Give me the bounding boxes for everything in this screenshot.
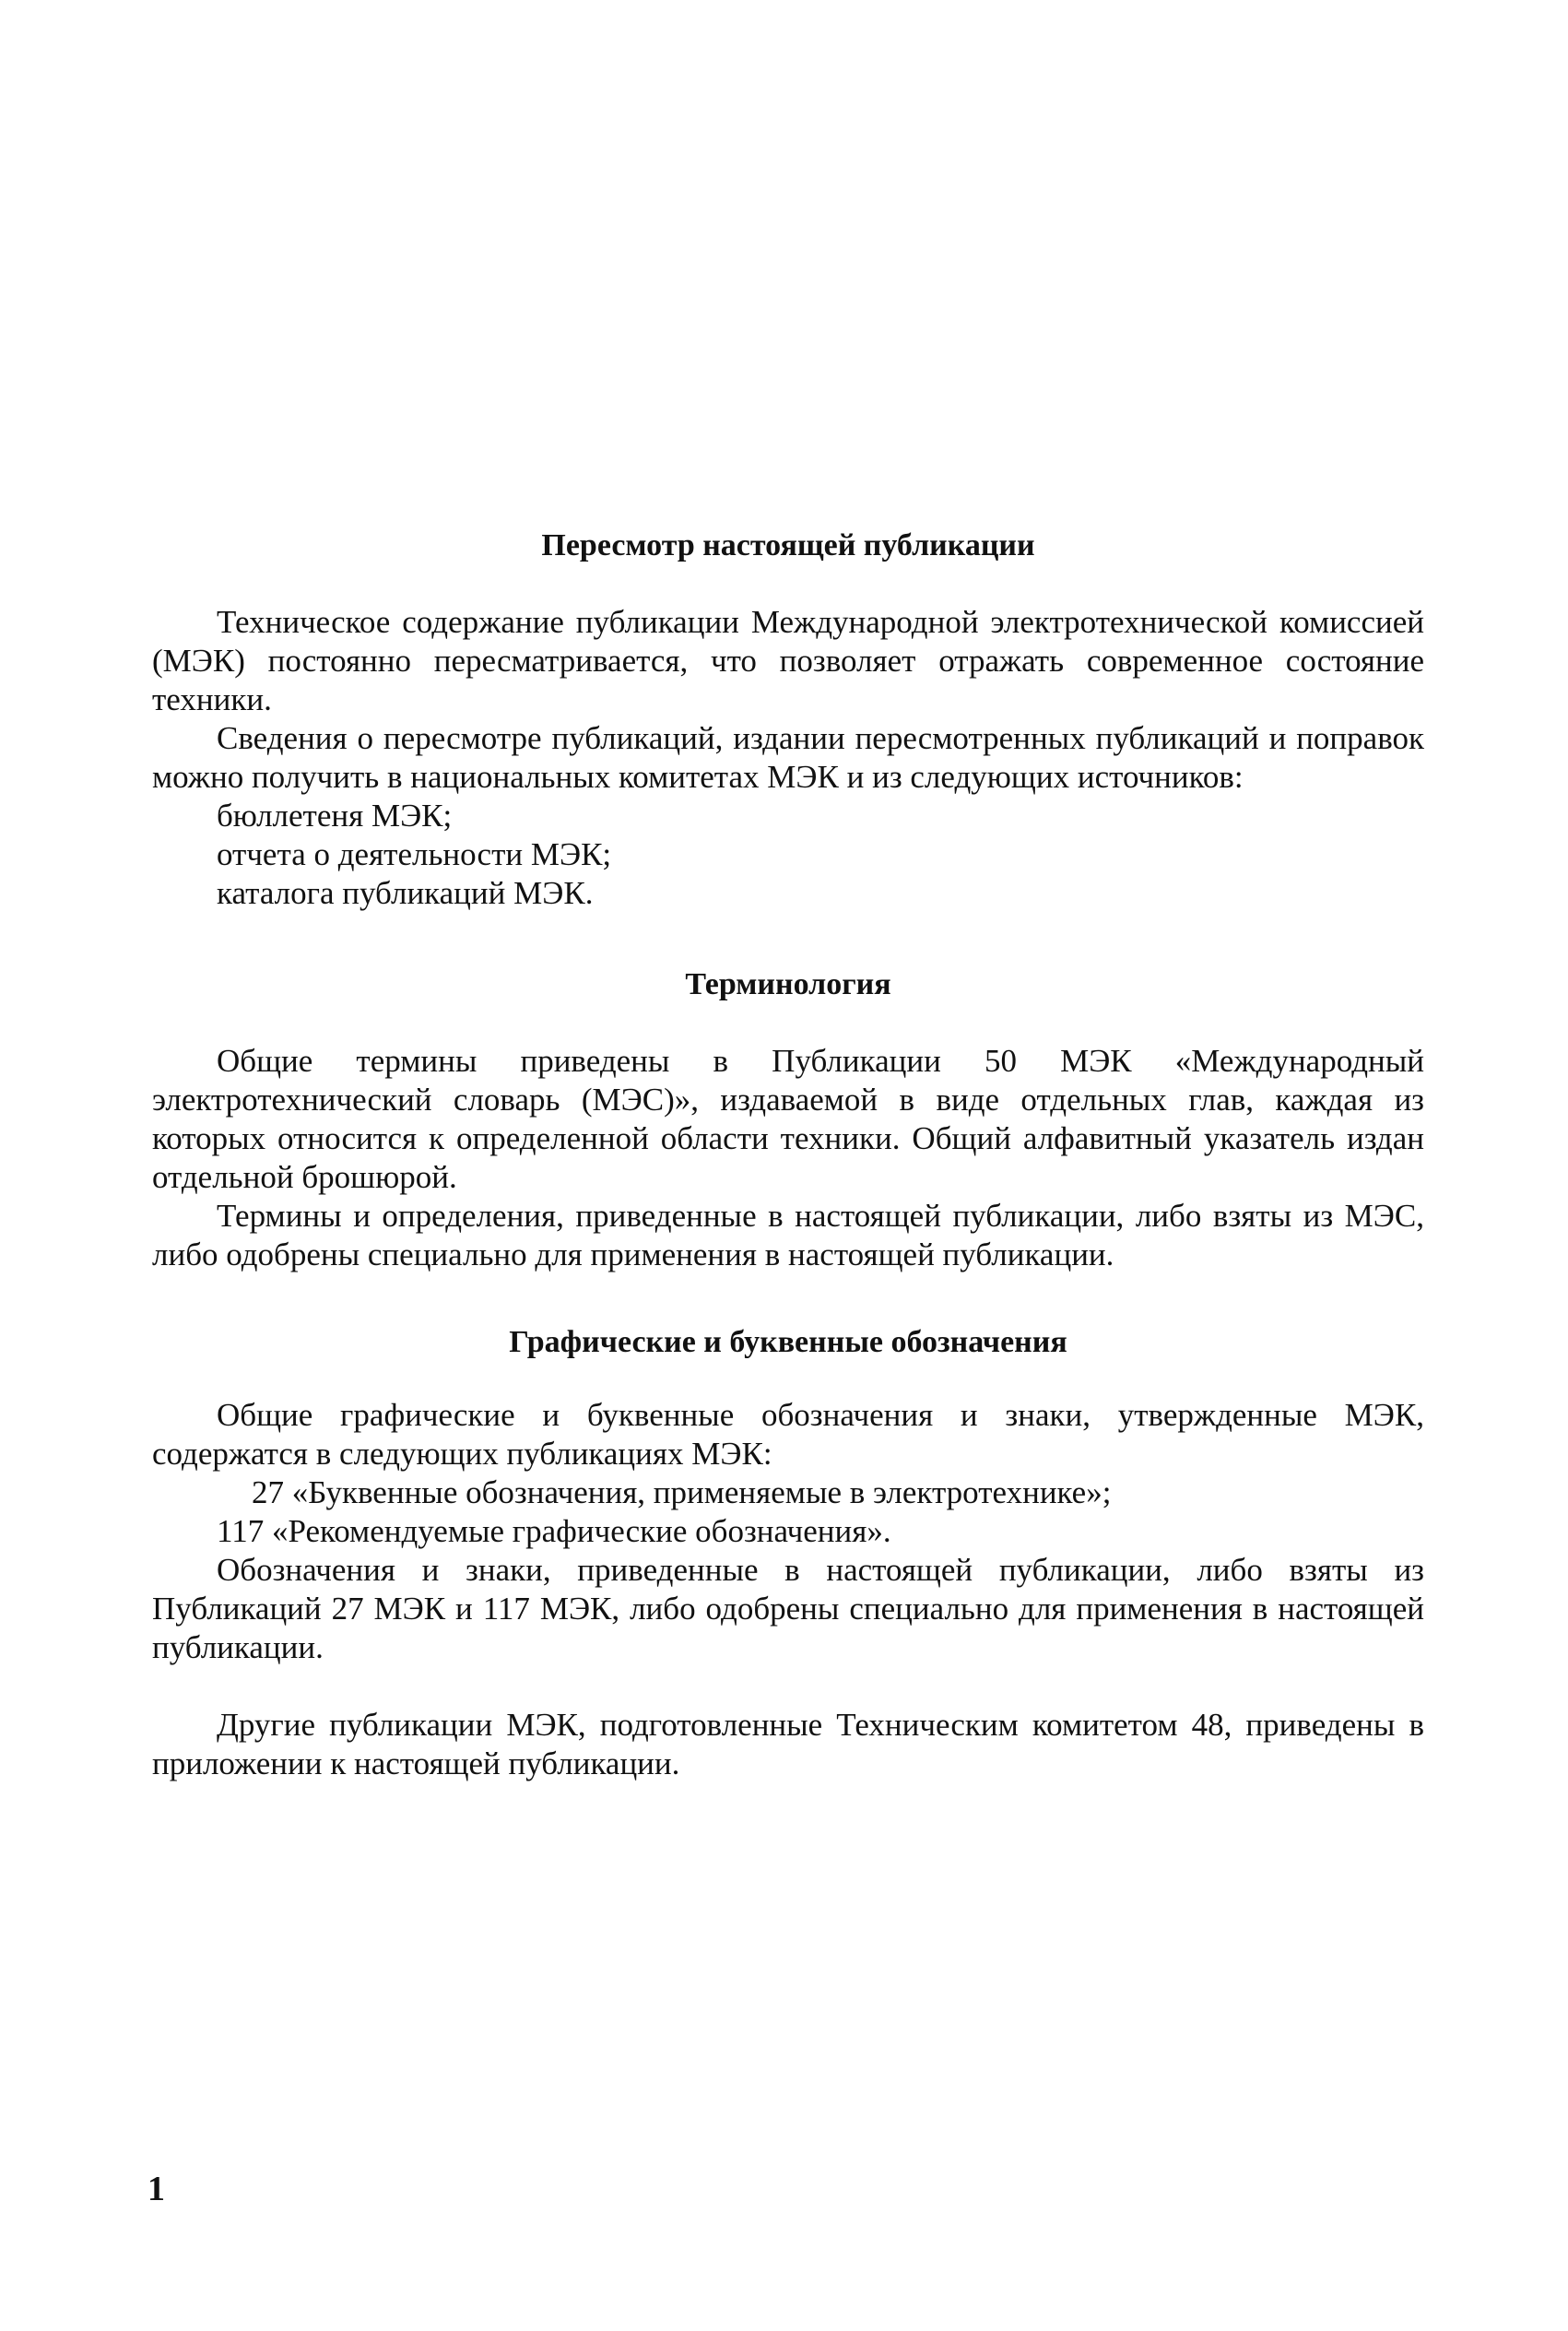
heading-revision: Пересмотр настоящей публикации: [541, 528, 1035, 562]
page-number: 1: [147, 2170, 165, 2208]
other-publications-paragraph: Другие публикации МЭК, подготовленные Техническим комитетом 48, приведены в приложении к настоящей публикации.: [152, 1707, 1424, 1781]
revision-list-item: отчета о деятельности МЭК;: [217, 836, 612, 872]
revision-list-item: бюллетеня МЭК;: [217, 798, 453, 834]
symbols-paragraph-1: Общие графические и буквенные обозначения и знаки, утвержденные МЭК, содержатся в следующих публикациях МЭК:: [152, 1397, 1424, 1472]
heading-symbols: Графические и буквенные обозначения: [509, 1325, 1067, 1359]
heading-terminology: Терминология: [685, 967, 891, 1001]
terminology-paragraph-1: Общие термины приведены в Публикации 50 МЭК «Международный электротехнический словарь (МЭС)», издаваемой в виде отдельных глав, каждая из которых относится к определенной области техники. Общий алфавитный указатель издан отдельной брошюрой.: [152, 1043, 1424, 1195]
terminology-paragraph-2: Термины и определения, приведенные в настоящей публикации, либо взяты из МЭС, либо одобрены специально для применения в настоящей публикации.: [152, 1198, 1424, 1272]
revision-list-item: каталога публикаций МЭК.: [217, 875, 594, 911]
revision-paragraph-1: Техническое содержание публикации Международной электротехнической комиссией (МЭК) постоянно пересматривается, что позволяет отражать современное состояние техники.: [152, 604, 1424, 717]
revision-paragraph-2: Сведения о пересмотре публикаций, издании пересмотренных публикаций и поправок можно получить в национальных комитетах МЭК и из следующих источников:: [152, 720, 1424, 795]
page-content: [152, 526, 1424, 1783]
symbols-list-item: 117 «Рекомендуемые графические обозначения».: [217, 1513, 891, 1549]
symbols-paragraph-2: Обозначения и знаки, приведенные в настоящей публикации, либо взяты из Публикаций 27 МЭК и 117 МЭК, либо одобрены специально для применения в настоящей публикации.: [152, 1552, 1424, 1665]
symbols-list-item: 27 «Буквенные обозначения, применяемые в электротехнике»;: [252, 1474, 1112, 1510]
